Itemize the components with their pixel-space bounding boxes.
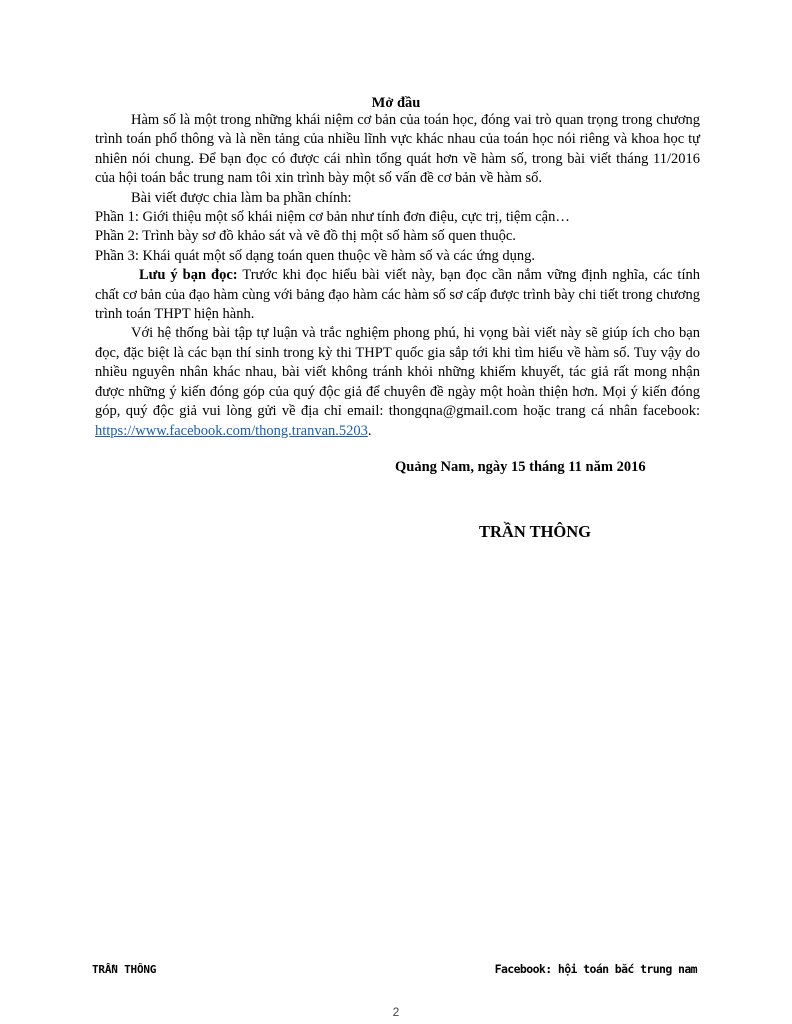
document-title: Mở đầu xyxy=(371,95,421,111)
closing-paragraph xyxy=(95,324,700,440)
reader-note-label: Lưu ý bạn đọc: xyxy=(139,267,238,284)
page-number: 2 xyxy=(392,1005,400,1019)
reader-note-paragraph xyxy=(95,266,700,324)
structure-paragraph: Bài viết được chia làm ba phần chính: xyxy=(131,189,352,206)
part-3-line: Phần 3: Khái quát một số dạng toán quen thuộc về hàm số và các ứng dụng. xyxy=(95,247,535,264)
closing-period: . xyxy=(367,422,372,439)
author-signature: TRẦN THÔNG xyxy=(479,522,592,541)
footer-facebook: Facebook: hội toán bắc trung nam xyxy=(494,962,697,976)
part-2-line: Phần 2: Trình bày sơ đồ khảo sát và vẽ đồ thị một số hàm số quen thuộc. xyxy=(95,228,516,245)
document-body xyxy=(95,111,700,441)
footer-author: TRẦN THÔNG xyxy=(92,963,157,976)
part-1-line: Phần 1: Giới thiệu một số khái niệm cơ bản như tính đơn điệu, cực trị, tiệm cận… xyxy=(95,209,570,226)
facebook-link[interactable]: https://www.facebook.com/thong.tranvan.5203 xyxy=(95,422,368,439)
intro-paragraph: Hàm số là một trong những khái niệm cơ bản của toán học, đóng vai trò quan trọng trong chương trình toán phổ thông và là nền tảng của nhiều lĩnh vực khác nhau của toán học nói riêng và khoa học tự nhiên nói chung. Để bạn đọc có được cái nhìn tổng quát hơn về hàm số, trong bài viết tháng 11/2016 của hội toán bắc trung nam tôi xin trình bày một số vấn đề cơ bản về hàm số. xyxy=(95,112,700,187)
dateline: Quảng Nam, ngày 15 tháng 11 năm 2016 xyxy=(395,459,646,475)
closing-text: Với hệ thống bài tập tự luận và trắc nghiệm phong phú, hi vọng bài viết này sẽ giúp ích cho bạn đọc, đặc biệt là các bạn thí sinh trong kỳ thi THPT quốc gia sắp tới khi tìm hiểu về hàm số. Tuy vậy do nhiều nguyên nhân khác nhau, bài viết không tránh khỏi những khiếm khuyết, tác giả rất mong nhận được những ý kiến đóng góp của quý độc giả để chuyên đề ngày một hoàn thiện hơn. Mọi ý kiến đóng góp, quý độc giả vui lòng gửi về địa chỉ email: thongqna@gmail.com hoặc trang cá nhân facebook: xyxy=(95,325,700,420)
reader-note-text: Trước khi đọc hiểu bài viết này, bạn đọc cần nắm vững định nghĩa, các tính chất cơ bản của đạo hàm cùng với bảng đạo hàm các hàm số sơ cấp được trình bày chi tiết trong chương trình toán THPT hiện hành. xyxy=(95,267,700,323)
